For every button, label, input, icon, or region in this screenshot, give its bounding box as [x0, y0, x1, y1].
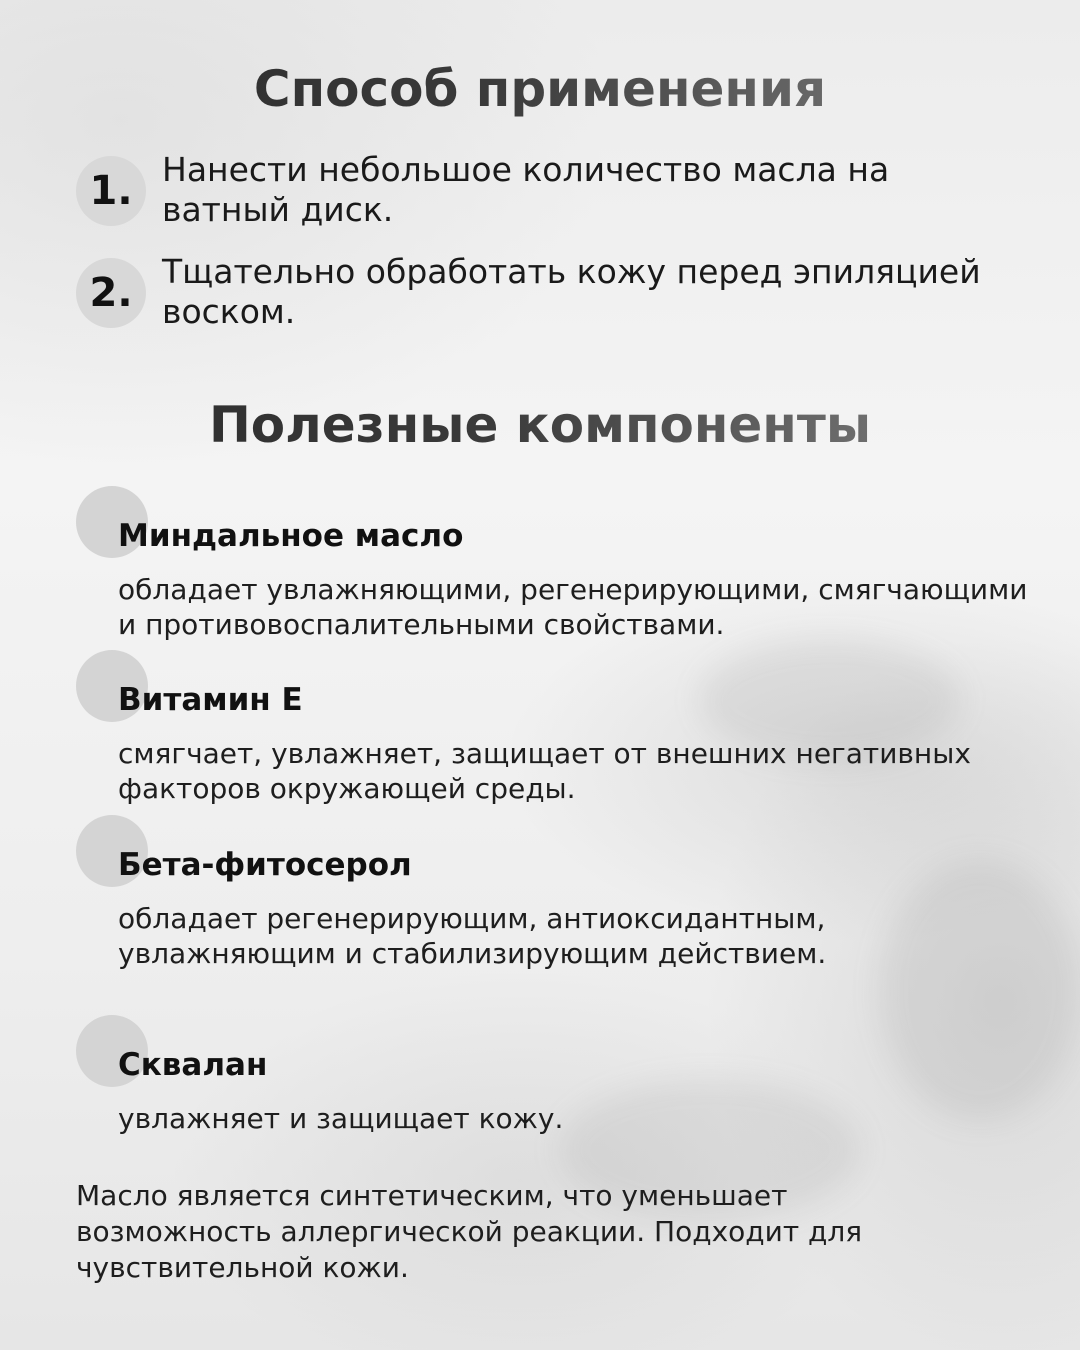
footer-note: Масло является синтетическим, что уменьшает возможность аллергической реакции. Подходит для чувствительной кожи. [76, 1179, 863, 1284]
step-number-badge: 1. [76, 156, 146, 226]
component-title: Витамин Е [118, 682, 303, 718]
component-description: обладает регенерирующим, антиоксидантным, увлажняющим и стабилизирующим действием. [118, 902, 827, 970]
component-title: Бета-фитосерол [118, 847, 412, 883]
background-leaf-shadow [880, 860, 1080, 1120]
step-number-badge: 2. [76, 258, 146, 328]
component-description: увлажняет и защищает кожу. [118, 1102, 564, 1135]
step-text: Тщательно обработать кожу перед эпиляцией воском. [162, 252, 981, 331]
component-title: Миндальное масло [118, 518, 464, 554]
usage-heading: Способ применения [0, 60, 1080, 118]
step-text: Нанести небольшое количество масла на ватный диск. [162, 150, 890, 229]
components-heading: Полезные компоненты [0, 396, 1080, 454]
component-title: Сквалан [118, 1047, 268, 1083]
component-description: смягчает, увлажняет, защищает от внешних негативных факторов окружающей среды. [118, 737, 971, 805]
component-description: обладает увлажняющими, регенерирующими, смягчающими и противовоспалительными свойствами. [118, 573, 1028, 641]
